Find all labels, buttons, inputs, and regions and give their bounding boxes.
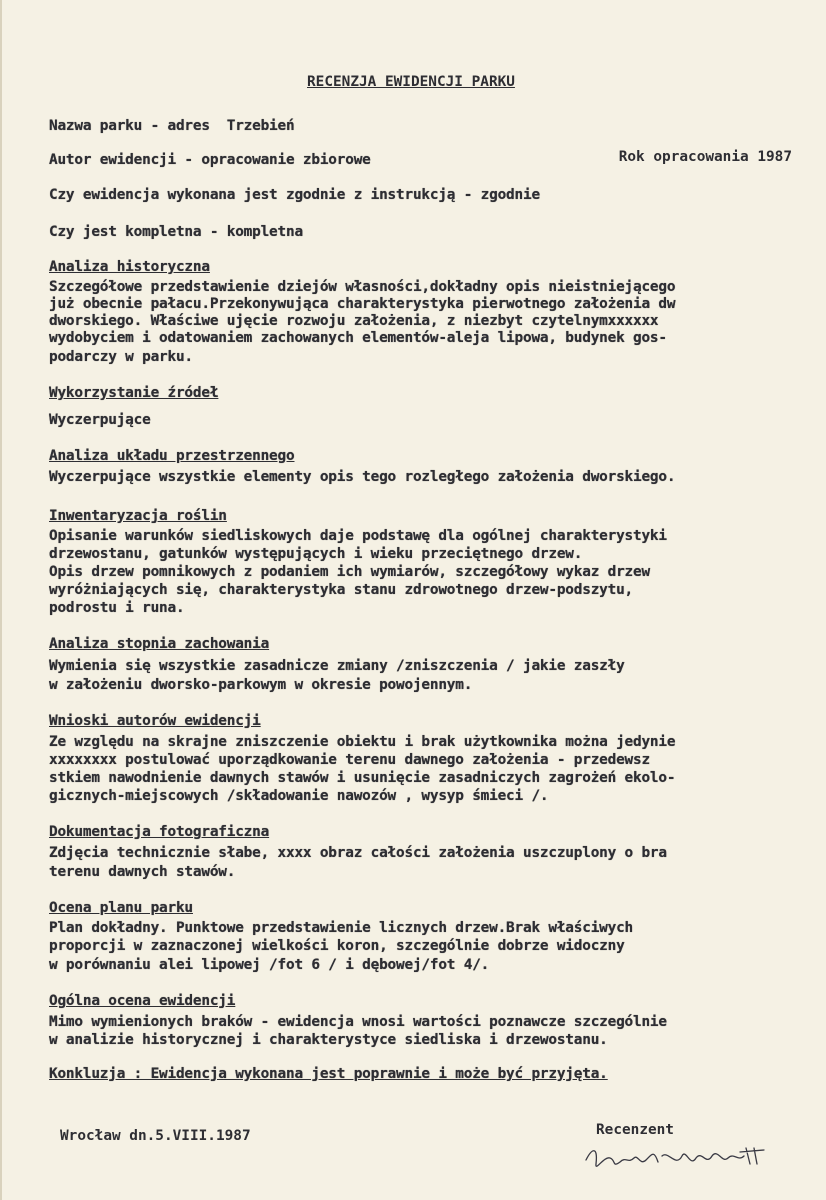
section-text-line: dworskiego. Właściwe ujęcie rozwoju założenia, z niezbyt czytelnymxxxxxx <box>49 313 659 329</box>
section-heading-plan: Ocena planu parku <box>49 900 193 916</box>
document-title: RECENZJA EWIDENCJI PARKU <box>307 74 515 90</box>
section-heading-preservation: Analiza stopnia zachowania <box>49 636 270 652</box>
section-text-line: Zdjęcia technicznie słabe, xxxx obraz całości założenia uszczuplony o bra <box>49 845 667 861</box>
reviewer-label: Recenzent <box>596 1122 674 1138</box>
section-heading-sources: Wykorzystanie źródeł <box>49 385 219 401</box>
section-text-line: xxxxxxxx postulować uporządkowanie terenu dawnego założenia - przedewsz <box>49 752 650 768</box>
section-text-line: już obecnie pałacu.Przekonywująca charakterystyka pierwotnego założenia dw <box>49 296 676 312</box>
section-text-line: Mimo wymienionych braków - ewidencja wnosi wartości poznawcze szczególnie <box>49 1014 667 1030</box>
section-text-line: Wymienia się wszystkie zasadnicze zmiany /zniszczenia / jakie zaszły <box>49 658 625 674</box>
conformity-line: Czy ewidencja wykonana jest zgodnie z instrukcją - zgodnie <box>49 187 540 203</box>
section-text-line: Ze względu na skrajne zniszczenie obiektu i brak użytkownika można jedynie <box>49 734 676 750</box>
section-text-line: Opisanie warunków siedliskowych daje podstawę dla ogólnej charakterystyki <box>49 528 667 544</box>
section-text-line: Szczegółowe przedstawienie dziejów własności,dokładny opis nieistniejącego <box>49 279 676 295</box>
section-text-line: Opis drzew pomnikowych z podaniem ich wymiarów, szczegółowy wykaz drzew <box>49 564 650 580</box>
section-text-line: drzewostanu, gatunków występujących i wieku przeciętnego drzew. <box>49 546 583 562</box>
section-heading-plants: Inwentaryzacja roślin <box>49 508 227 524</box>
section-text-line: Wyczerpujące wszystkie elementy opis tego rozległego założenia dworskiego. <box>49 469 676 485</box>
section-text-line: w analizie historycznej i charakterystyce siedliska i drzewostanu. <box>49 1032 608 1048</box>
section-text-line: podarczy w parku. <box>49 349 193 365</box>
section-heading-photo: Dokumentacja fotograficzna <box>49 824 270 840</box>
place-date: Wrocław dn.5.VIII.1987 <box>60 1128 251 1144</box>
author-line: Autor ewidencji - opracowanie zbiorowe <box>49 152 371 168</box>
section-heading-overall: Ogólna ocena ewidencji <box>49 993 236 1009</box>
section-text-line: gicznych-miejscowych /składowanie nawozów , wysyp śmieci /. <box>49 788 549 804</box>
park-name-line: Nazwa parku - adres Trzebień <box>49 118 295 134</box>
section-text-line: Plan dokładny. Punktowe przedstawienie licznych drzew.Brak właściwych <box>49 920 634 936</box>
section-text-line: w założeniu dworsko-parkowym w okresie powojennym. <box>49 677 473 693</box>
section-text-line: stkiem nawodnienie dawnych stawów i usunięcie zasadniczych zagrożeń ekolo- <box>49 770 676 786</box>
section-text-line: wydobyciem i odatowaniem zachowanych elementów-aleja lipowa, budynek gos- <box>49 330 667 346</box>
year-line: Rok opracowania 1987 <box>618 149 792 165</box>
section-heading-conclusions: Wnioski autorów ewidencji <box>49 713 261 729</box>
section-text-line: podrostu i runa. <box>49 600 185 616</box>
section-text-line: terenu dawnych stawów. <box>49 864 236 880</box>
conclusion-line: Konkluzja : Ewidencja wykonana jest poprawnie i może być przyjęta. <box>49 1066 608 1082</box>
section-text-line: wyróżniających się, charakterystyka stanu zdrowotnego drzew-podszytu, <box>49 582 634 598</box>
section-text-line: w porównaniu alei lipowej /fot 6 / i dębowej/fot 4/. <box>49 957 490 973</box>
section-heading-spatial: Analiza układu przestrzennego <box>49 448 295 464</box>
section-heading-historical: Analiza historyczna <box>49 259 210 275</box>
handwritten-signature <box>582 1138 772 1182</box>
section-text-line: proporcji w zaznaczonej wielkości koron, szczególnie dobrze widoczny <box>49 938 625 954</box>
completeness-line: Czy jest kompletna - kompletna <box>49 224 303 240</box>
section-text-line: Wyczerpujące <box>49 412 151 428</box>
